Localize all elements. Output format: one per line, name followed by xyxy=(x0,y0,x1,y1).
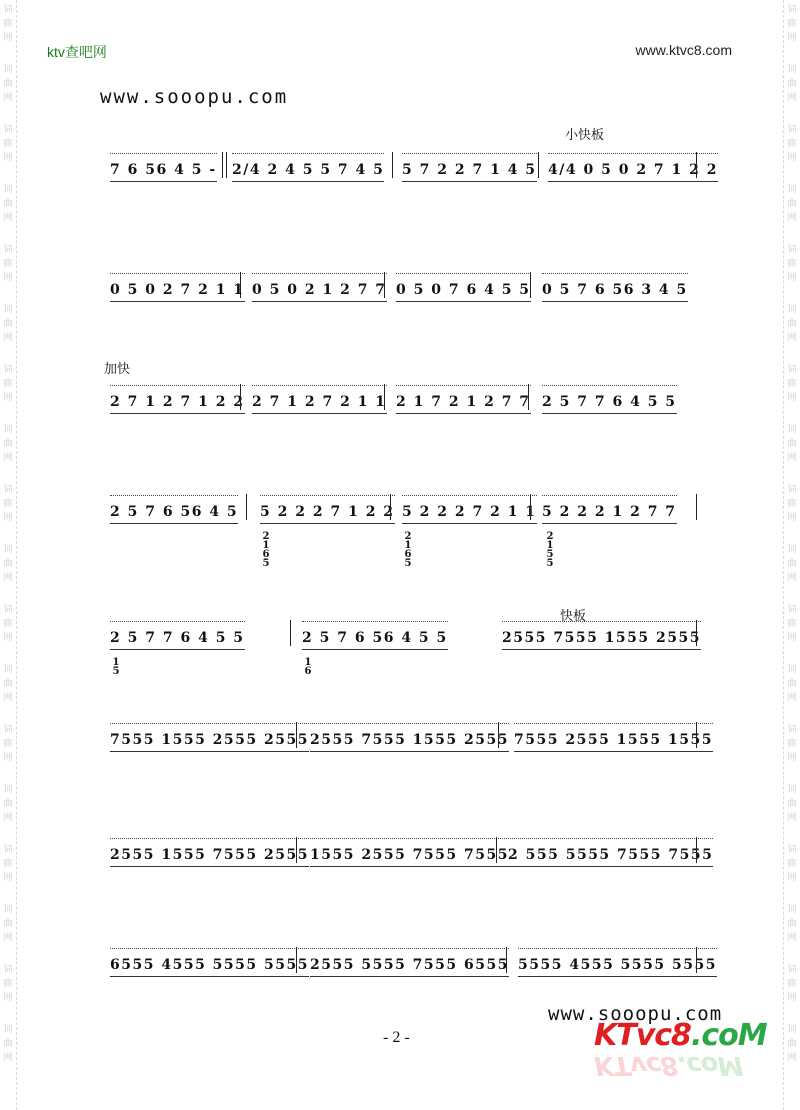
ktvc8-logo-reflection: KTvc8.coM xyxy=(594,1050,743,1080)
barline xyxy=(384,272,385,298)
score-measure: 0 5 0 2 7 2 1 1 xyxy=(110,282,245,298)
watermark-char: 网 xyxy=(3,273,13,283)
score-row xyxy=(110,720,713,760)
watermark-char: 词 xyxy=(3,305,13,315)
watermark-char: 词 xyxy=(3,65,13,75)
watermark-char: 词 xyxy=(787,125,797,135)
tempo-marking-jia-kuai: 加快 xyxy=(104,362,131,377)
watermark-char: 曲 xyxy=(3,739,13,749)
watermark-char: 曲 xyxy=(3,559,13,569)
watermark-char: 网 xyxy=(787,873,797,883)
tempo-marking-xiao-kuai-ban: 小快板 xyxy=(565,128,605,143)
watermark-char: 词 xyxy=(787,665,797,675)
watermark-char: 曲 xyxy=(3,979,13,989)
watermark-char: 词 xyxy=(3,185,13,195)
watermark-char: 网 xyxy=(3,333,13,343)
watermark-char: 网 xyxy=(787,933,797,943)
barline xyxy=(530,272,531,298)
bottom-site-url: www.sooopu.com xyxy=(548,1003,723,1025)
score-measure: 2 7 1 2 7 1 2 2 xyxy=(110,394,245,410)
watermark-char: 曲 xyxy=(3,379,13,389)
watermark-char: 词 xyxy=(3,845,13,855)
score-measure: 2 5 7 6 56 4 5 xyxy=(110,504,239,520)
watermark-char: 曲 xyxy=(3,679,13,689)
watermark-char: 词 xyxy=(787,485,797,495)
watermark-char: 词 xyxy=(787,1025,797,1035)
watermark-char: 词 xyxy=(3,1025,13,1035)
watermark-char: 网 xyxy=(3,393,13,403)
watermark-char: 曲 xyxy=(787,259,797,269)
barline xyxy=(296,947,297,973)
watermark-char: 网 xyxy=(787,333,797,343)
score-measure: 0 5 0 2 1 2 7 7 xyxy=(252,282,387,298)
header-site-url[interactable]: www.ktvc8.com xyxy=(635,42,732,58)
watermark-char: 网 xyxy=(3,873,13,883)
watermark-char: 网 xyxy=(3,513,13,523)
tempo-marking-kuai-ban: 快板 xyxy=(560,609,587,624)
watermark-char: 网 xyxy=(3,453,13,463)
watermark-char: 曲 xyxy=(787,499,797,509)
barline xyxy=(498,722,499,748)
watermark-char: 词 xyxy=(787,725,797,735)
watermark-char: 网 xyxy=(787,513,797,523)
score-site-url: www.sooopu.com xyxy=(100,86,289,108)
watermark-char: 曲 xyxy=(3,1039,13,1049)
watermark-char: 曲 xyxy=(787,739,797,749)
watermark-char: 词 xyxy=(3,365,13,375)
score-measure: 4/4 0 5 0 2 7 1 2 2 xyxy=(548,162,719,178)
score-measure: 5 2 2 2 7 2 1 1 xyxy=(402,504,537,520)
watermark-char: 词 xyxy=(3,785,13,795)
barline xyxy=(290,620,291,646)
barline xyxy=(246,494,247,520)
watermark-char: 曲 xyxy=(787,139,797,149)
watermark-char: 网 xyxy=(3,753,13,763)
score-measure: 2 7 1 2 7 2 1 1 xyxy=(252,394,387,410)
watermark-char: 网 xyxy=(3,933,13,943)
score-measure: 2 1 7 2 1 2 7 7 xyxy=(396,394,531,410)
score-measure: 7 6 56 4 5 - xyxy=(110,162,217,178)
watermark-char: 网 xyxy=(3,213,13,223)
watermark-char: 网 xyxy=(3,813,13,823)
chord-stem: 1 6 xyxy=(304,657,312,677)
barline xyxy=(222,152,227,178)
watermark-char: 网 xyxy=(3,693,13,703)
header-site-name[interactable]: ktv查吧网 xyxy=(47,44,107,60)
watermark-char: 曲 xyxy=(3,919,13,929)
watermark-char: 网 xyxy=(787,573,797,583)
watermark-char: 曲 xyxy=(787,19,797,29)
watermark-char: 曲 xyxy=(787,559,797,569)
watermark-char: 曲 xyxy=(787,379,797,389)
watermark-char: 词 xyxy=(787,425,797,435)
score-measure: 0 5 0 7 6 4 5 5 xyxy=(396,282,531,298)
watermark-char: 词 xyxy=(787,845,797,855)
watermark-char: 词 xyxy=(787,65,797,75)
watermark-char: 网 xyxy=(3,1053,13,1063)
barline xyxy=(240,272,241,298)
barline xyxy=(506,947,507,973)
score-measure: 2/4 2 4 5 5 7 4 5 xyxy=(232,162,385,178)
watermark-char: 网 xyxy=(787,273,797,283)
watermark-char: 网 xyxy=(787,453,797,463)
watermark-char: 词 xyxy=(3,545,13,555)
score-row xyxy=(110,270,700,310)
score-measure: 2555 1555 7555 2555 xyxy=(110,847,309,863)
watermark-char: 词 xyxy=(3,425,13,435)
watermark-char: 词 xyxy=(787,5,797,15)
score-row xyxy=(110,945,717,985)
watermark-char: 词 xyxy=(787,905,797,915)
watermark-char: 曲 xyxy=(3,319,13,329)
watermark-char: 词 xyxy=(3,965,13,975)
watermark-char: 网 xyxy=(787,1053,797,1063)
barline xyxy=(696,152,697,178)
watermark-char: 词 xyxy=(787,365,797,375)
watermark-char: 曲 xyxy=(787,439,797,449)
barline xyxy=(696,722,697,748)
watermark-char: 曲 xyxy=(787,1039,797,1049)
chord-stem: 2 1 6 5 xyxy=(404,531,412,569)
watermark-char: 网 xyxy=(3,153,13,163)
watermark-char: 网 xyxy=(3,93,13,103)
watermark-char: 曲 xyxy=(787,979,797,989)
watermark-char: 网 xyxy=(787,753,797,763)
watermark-char: 曲 xyxy=(787,319,797,329)
chord-stem: 1 5 xyxy=(112,657,120,677)
watermark-char: 词 xyxy=(3,905,13,915)
watermark-char: 曲 xyxy=(3,859,13,869)
watermark-char: 词 xyxy=(787,305,797,315)
watermark-char: 曲 xyxy=(787,919,797,929)
barline xyxy=(496,837,497,863)
score-measure: 5555 4555 5555 5555 xyxy=(518,957,717,973)
score-measure: 5 2 2 2 7 1 2 2 xyxy=(260,504,395,520)
watermark-char: 网 xyxy=(787,213,797,223)
watermark-char: 曲 xyxy=(787,799,797,809)
score-row xyxy=(110,492,700,569)
score-measure: 1555 2555 7555 7555 xyxy=(310,847,509,863)
barline xyxy=(296,837,297,863)
barline xyxy=(528,384,529,410)
watermark-char: 曲 xyxy=(787,619,797,629)
watermark-char: 词 xyxy=(787,545,797,555)
score-measure: 6555 4555 5555 5555 xyxy=(110,957,309,973)
watermark-char: 词 xyxy=(787,965,797,975)
score-measure: 2555 7555 1555 2555 xyxy=(502,630,701,646)
watermark-char: 网 xyxy=(787,153,797,163)
watermark-char: 词 xyxy=(3,605,13,615)
chord-stem: 2 1 5 5 xyxy=(546,531,554,569)
watermark-char: 网 xyxy=(787,993,797,1003)
barline xyxy=(696,620,697,646)
watermark-char: 曲 xyxy=(3,19,13,29)
watermark-char: 曲 xyxy=(787,679,797,689)
watermark-char: 曲 xyxy=(787,859,797,869)
watermark-char: 网 xyxy=(787,33,797,43)
watermark-char: 词 xyxy=(3,125,13,135)
watermark-char: 曲 xyxy=(787,199,797,209)
score-measure: 2555 5555 7555 6555 xyxy=(310,957,509,973)
watermark-char: 词 xyxy=(787,605,797,615)
score-row xyxy=(110,150,719,190)
watermark-char: 词 xyxy=(787,785,797,795)
score-measure: 2 5 7 6 56 4 5 5 xyxy=(302,630,448,646)
score-row xyxy=(110,835,714,875)
page-number: - 2 - xyxy=(383,1029,410,1046)
watermark-char: 曲 xyxy=(3,799,13,809)
watermark-char: 词 xyxy=(3,5,13,15)
watermark-char: 网 xyxy=(787,813,797,823)
watermark-char: 网 xyxy=(3,33,13,43)
score-measure: 5 7 2 2 7 1 4 5 xyxy=(402,162,537,178)
watermark-char: 网 xyxy=(3,993,13,1003)
watermark-char: 网 xyxy=(787,693,797,703)
barline xyxy=(240,384,241,410)
watermark-char: 词 xyxy=(3,665,13,675)
watermark-char: 曲 xyxy=(3,79,13,89)
watermark-char: 网 xyxy=(3,573,13,583)
watermark-char: 网 xyxy=(787,633,797,643)
watermark-char: 曲 xyxy=(3,439,13,449)
barline xyxy=(384,384,385,410)
barline xyxy=(390,494,391,520)
barline xyxy=(696,494,697,520)
score-measure: 5 2 2 2 1 2 7 7 xyxy=(542,504,677,520)
score-measure: 2 5 7 7 6 4 5 5 xyxy=(110,630,245,646)
barline xyxy=(696,837,697,863)
barline xyxy=(296,722,297,748)
watermark-char: 曲 xyxy=(3,199,13,209)
watermark-char: 网 xyxy=(787,393,797,403)
watermark-char: 曲 xyxy=(3,259,13,269)
score-measure: 7555 1555 2555 2555 xyxy=(110,732,309,748)
watermark-char: 曲 xyxy=(3,139,13,149)
score-measure: 2 5 7 7 6 4 5 5 xyxy=(542,394,677,410)
watermark-char: 曲 xyxy=(3,499,13,509)
watermark-char: 词 xyxy=(3,245,13,255)
watermark-char: 词 xyxy=(787,245,797,255)
barline xyxy=(530,494,531,520)
score-row xyxy=(110,618,701,677)
watermark-char: 网 xyxy=(787,93,797,103)
barline xyxy=(392,152,393,178)
score-row xyxy=(110,382,700,422)
score-measure: 2555 7555 1555 2555 xyxy=(310,732,509,748)
watermark-char: 曲 xyxy=(3,619,13,629)
score-measure: 7555 2555 1555 1555 xyxy=(514,732,713,748)
chord-stem: 2 1 6 5 xyxy=(262,531,270,569)
barline xyxy=(696,947,697,973)
score-measure: 0 5 7 6 56 3 4 5 xyxy=(542,282,688,298)
watermark-char: 词 xyxy=(787,185,797,195)
score-measure: 2 555 5555 7555 7555 xyxy=(508,847,714,863)
watermark-char: 词 xyxy=(3,725,13,735)
barline xyxy=(538,152,539,178)
watermark-char: 词 xyxy=(3,485,13,495)
watermark-char: 网 xyxy=(3,633,13,643)
ktvc8-logo[interactable]: KTvc8.coM xyxy=(594,1018,767,1053)
watermark-char: 曲 xyxy=(787,79,797,89)
